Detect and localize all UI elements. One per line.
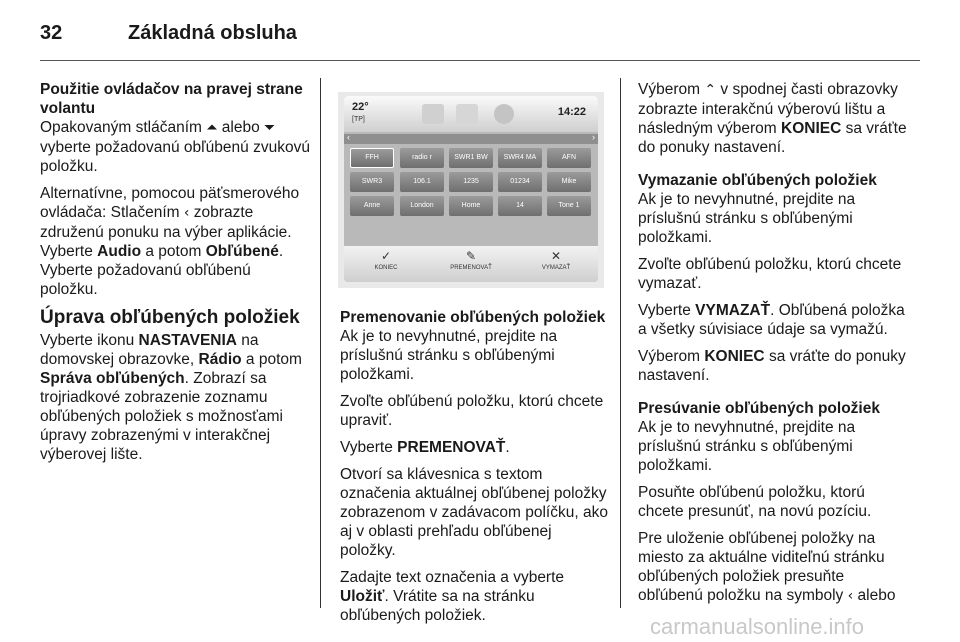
screen-clock: 14:22 xyxy=(557,106,586,118)
favourite-button[interactable]: Anne xyxy=(350,196,394,216)
close-icon: ✕ xyxy=(550,249,562,263)
pencil-icon: ✎ xyxy=(465,249,477,263)
column-divider-1 xyxy=(320,78,321,608)
favourite-button[interactable]: AFN xyxy=(547,148,591,168)
favourite-button[interactable]: 14 xyxy=(498,196,542,216)
page-title: Základná obsluha xyxy=(128,22,297,44)
paragraph-steering: Opakovaným stláčaním ⏶ alebo ⏷ vyberte požadovanú obľúbenú zvukovú položku. xyxy=(40,119,310,175)
column-left xyxy=(40,80,310,472)
favourite-button[interactable]: 01234 xyxy=(498,172,542,192)
paragraph-move-3: Pre uloženie obľúbenej položky na miesto za aktuálne viditeľnú stránku obľúbených položiek presuňte obľúbenú položku na symboly ‹ alebo xyxy=(638,530,896,604)
paragraph-rename-5: Zadajte text označenia a vyberte Uložiť. Vrátite sa na stránku obľúbených položiek. xyxy=(340,569,565,624)
seek-down-icon: ⏷ xyxy=(264,120,276,136)
heading-delete-favourites: Vymazanie obľúbených položiek xyxy=(638,172,877,189)
favourite-button[interactable]: FFH xyxy=(350,148,394,168)
chevron-left-icon: ‹ xyxy=(847,588,854,604)
paragraph-delete-4: Výberom KONIEC sa vráťte do ponuky nastavení. xyxy=(638,348,906,384)
music-note-icon xyxy=(422,104,444,124)
screen-tp-indicator: [TP] xyxy=(352,116,365,123)
checkmark-icon: ✓ xyxy=(380,249,392,263)
paragraph-move-2: Posuňte obľúbenú položku, ktorú chcete presunúť, na novú pozíciu. xyxy=(638,484,872,520)
heading-rename-favourites: Premenovanie obľúbených položiek xyxy=(340,309,606,326)
paragraph-end: Výberom ⌃ v spodnej časti obrazovky zobrazte interakčnú výberovú lištu a následným výberom KONIEC sa vráťte do ponuky nastavení. xyxy=(638,81,907,156)
favourite-button[interactable]: SWR1 BW xyxy=(449,148,493,168)
column-divider-2 xyxy=(620,78,621,608)
favourites-screen-illustration xyxy=(338,92,604,288)
paragraph-rename-2: Zvoľte obľúbenú položku, ktorú chcete upraviť. xyxy=(340,393,604,429)
favourite-button[interactable]: radio r xyxy=(400,148,444,168)
chevron-left-icon: ‹ xyxy=(183,205,190,221)
seek-up-icon: ⏶ xyxy=(206,120,218,136)
page-number: 32 xyxy=(40,22,63,44)
paragraph-delete-1: Ak je to nevyhnutné, prejdite na príslušnú stránku s obľúbenými položkami. xyxy=(638,191,856,246)
rename-action-button[interactable]: ✎ PREMENOVAŤ xyxy=(429,246,513,282)
favourite-button[interactable]: 106.1 xyxy=(400,172,444,192)
favourite-button[interactable]: London xyxy=(400,196,444,216)
screen-page-band xyxy=(344,134,598,144)
phone-icon xyxy=(456,104,478,124)
page-header xyxy=(40,14,920,54)
chevron-up-icon: ⌃ xyxy=(704,82,717,98)
interaction-selector-bar xyxy=(344,246,598,282)
page-left-arrow-icon: ‹ xyxy=(347,132,350,142)
heading-steering-controls: Použitie ovládačov na pravej strane volantu xyxy=(40,81,303,117)
column-middle xyxy=(340,308,608,633)
paragraph-rename-1: Ak je to nevyhnutné, prejdite na príslušnú stránku s obľúbenými položkami. xyxy=(340,328,558,383)
paragraph-rename-4: Otvorí sa klávesnica s textom označenia aktuálnej obľúbenej položky zobrazenom v zadávacom políčku, ako aj v oblasti prehľadu obľúbenej položky. xyxy=(340,466,608,559)
paragraph-delete-3: Vyberte VYMAZAŤ. Obľúbená položka a všetky súvisiace údaje sa vymažú. xyxy=(638,302,905,338)
paragraph-rename-3: Vyberte PREMENOVAŤ. xyxy=(340,439,510,456)
delete-action-button[interactable]: ✕ VYMAZAŤ xyxy=(514,246,598,282)
favourite-button[interactable]: Home xyxy=(449,196,493,216)
watermark: carmanualsonline.info xyxy=(650,614,865,639)
page-right-arrow-icon: › xyxy=(592,132,595,142)
infotainment-screen xyxy=(344,96,598,282)
paragraph-five-way: Alternatívne, pomocou päťsmerového ovládača: Stlačením ‹ zobrazte združenú ponuku na výber aplikácie. Vyberte Audio a potom Obľúbené. Vyberte požadovanú obľúbenú položku. xyxy=(40,185,300,298)
column-right xyxy=(638,80,910,614)
paragraph-edit: Vyberte ikonu NASTAVENIA na domovskej obrazovke, Rádio a potom Správa obľúbených. Zobrazí sa trojriadkové zobrazenie zoznamu obľúbených položiek s možnosťami úpravy zobrazenými v interakčnej výberovej lište. xyxy=(40,332,302,463)
screen-temperature: 22° xyxy=(352,101,369,113)
paragraph-delete-2: Zvoľte obľúbenú položku, ktorú chcete vymazať. xyxy=(638,256,902,292)
screen-status-bar xyxy=(344,96,598,132)
favourite-button[interactable]: Tone 1 xyxy=(547,196,591,216)
favourite-button[interactable]: Mike xyxy=(547,172,591,192)
favourite-button[interactable]: 1235 xyxy=(449,172,493,192)
header-rule xyxy=(40,60,920,61)
heading-move-favourites: Presúvanie obľúbených položiek xyxy=(638,400,880,417)
heading-edit-favourites: Úprava obľúbených položiek xyxy=(40,307,300,328)
favourite-button[interactable]: SWR3 xyxy=(350,172,394,192)
paragraph-move-1: Ak je to nevyhnutné, prejdite na príslušnú stránku s obľúbenými položkami. xyxy=(638,419,856,474)
navigation-icon xyxy=(494,104,514,124)
favourite-button[interactable]: SWR4 MA xyxy=(498,148,542,168)
end-action-button[interactable]: ✓ KONIEC xyxy=(344,246,428,282)
